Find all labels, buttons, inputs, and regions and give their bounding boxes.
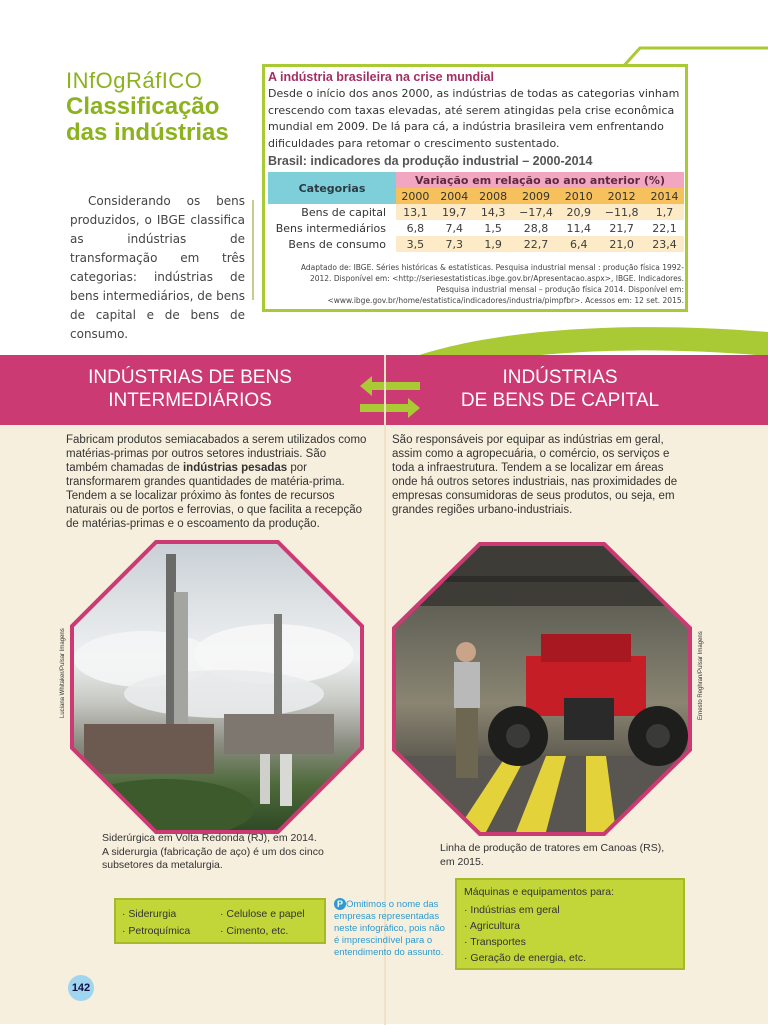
- photo-credit-left: Luciana Whitaker/Pulsar Imagens: [60, 628, 66, 718]
- table-cell: 7,4: [435, 220, 474, 236]
- legend-item: · Siderurgia: [122, 908, 177, 920]
- info-box-title: A indústria brasileira na crise mundial: [268, 70, 495, 84]
- legend-title: Máquinas e equipamentos para:: [464, 886, 615, 898]
- title-line-2: das indústrias: [66, 119, 229, 146]
- table-cell: 22,1: [645, 220, 684, 236]
- table-row: [268, 220, 684, 236]
- intro-rule: [252, 200, 254, 300]
- legend-item: · Indústrias em geral: [464, 904, 560, 916]
- table-year: 2000: [396, 188, 435, 204]
- heading-capital: [410, 366, 710, 412]
- table-cell: 1,9: [474, 236, 513, 252]
- heading-intermediate-line1: INDÚSTRIAS DE BENS: [88, 367, 292, 388]
- note-text: Omitimos o nome das empresas representadas neste infográfico, pois não é imprescindível para o entendimento do assunto.: [334, 899, 445, 958]
- heading-intermediate: [40, 366, 340, 412]
- table-cell: 21,7: [598, 220, 645, 236]
- tractor-line-photo: [396, 546, 688, 832]
- page-title: [66, 94, 229, 146]
- table-cell: 3,5: [396, 236, 435, 252]
- table-year: 2008: [474, 188, 513, 204]
- table-cell: −11,8: [598, 204, 645, 220]
- caption-left-line1: Siderúrgica em Volta Redonda (RJ), em 2014.: [102, 832, 317, 844]
- table-cell: 21,0: [598, 236, 645, 252]
- caption-left-line2: A siderurgia (fabricação de aço) é um dos cinco subsetores da metalurgia.: [102, 845, 324, 871]
- table-cell: 1,5: [474, 220, 513, 236]
- info-box-text: Desde o início dos anos 2000, as indústrias de todas as categorias vinham crescendo com taxas elevadas, até serem atingidas pela crise econômica mundial em 2009. De lá para cá, a indústria brasileira vem enfrentando dificuldades para retomar o crescimento sustentado.: [268, 87, 680, 150]
- table-cell: 19,7: [435, 204, 474, 220]
- note-badge-icon: P: [334, 898, 346, 910]
- heading-capital-line1: INDÚSTRIAS: [502, 367, 618, 388]
- table-year: 2012: [598, 188, 645, 204]
- photo-caption-right: Linha de produção de tratores em Canoas (RS), em 2015.: [440, 842, 665, 868]
- heading-capital-line2: DE BENS DE CAPITAL: [460, 390, 660, 411]
- capital-description: São responsáveis por equipar as indústrias em geral, assim como a agropecuária, o comércio, os serviços e toda a infraestrutura. Tendem a se localizar em áreas onde há outros setores industriais, nas proximidades de empresas consumidoras de seus produtos, ou seja, em grandes regiões urbano-industriais.: [392, 434, 678, 516]
- table-row: [268, 236, 684, 252]
- teacher-note: [334, 898, 446, 959]
- table-title: Brasil: indicadores da produção industrial – 2000-2014: [268, 154, 593, 168]
- page-number: 142: [68, 975, 94, 1001]
- photo-caption-left: [102, 832, 362, 873]
- table-cell: 13,1: [396, 204, 435, 220]
- photo-credit-right: Ernesto Reghran/Pulsar Imagens: [698, 631, 704, 720]
- table-cell: 14,3: [474, 204, 513, 220]
- production-table: [268, 172, 684, 252]
- table-cell: 6,8: [396, 220, 435, 236]
- legend-item: · Celulose e papel: [220, 908, 305, 920]
- title-line-1: Classificação: [66, 93, 220, 120]
- table-cell: −17,4: [513, 204, 560, 220]
- table-row: [268, 204, 684, 220]
- steel-mill-illustration: [74, 544, 360, 830]
- table-cell: 7,3: [435, 236, 474, 252]
- highlight-heavy-industry: indústrias pesadas: [182, 462, 288, 474]
- steel-mill-photo: [74, 544, 360, 830]
- legend-item: · Transportes: [464, 936, 526, 948]
- tractor-line-illustration: [396, 546, 688, 832]
- table-year: 2009: [513, 188, 560, 204]
- table-header-variation: Variação em relação ao ano anterior (%): [396, 172, 684, 188]
- legend-item: · Agricultura: [464, 920, 521, 932]
- intro-paragraph: Considerando os bens produzidos, o IBGE classifica as indústrias de transformação em três categorias: indústrias de bens intermediários, de bens de capital e de bens de consumo.: [70, 194, 245, 341]
- row-label: Bens de capital: [268, 204, 396, 220]
- table-cell: 20,9: [559, 204, 598, 220]
- table-year: 2010: [559, 188, 598, 204]
- table-header-categories: Categorias: [268, 172, 396, 204]
- row-label: Bens de consumo: [268, 236, 396, 252]
- table-cell: 28,8: [513, 220, 560, 236]
- table-year: 2014: [645, 188, 684, 204]
- table-cell: 6,4: [559, 236, 598, 252]
- table-cell: 1,7: [645, 204, 684, 220]
- intermediate-description: Fabricam produtos semiacabados a serem utilizados como matérias-primas por outros setores industriais. São também chamadas de indústrias pesadas por transformarem grandes quantidades de matéria-prima. Tendem a se localizar próximo às fontes de recursos naturais ou de portos e ferrovias, o que facilita a recepção de matérias-primas e o escoamento da produção.: [66, 434, 367, 530]
- legend-item: · Cimento, etc.: [220, 925, 289, 937]
- table-source: Adaptado de: IBGE. Séries históricas & estatísticas. Pesquisa industrial mensal : produção física 1992-2012. Disponível em: <http://seriesestatisticas.ibge.gov.br/Apresentacao.aspx>, IBGE. Indicadores. Pesquisa industrial mensal – produção física 2014. Disponível em: <www.ibge.gov.br/home/estatistica/indicadores/industria/pimpfbr>. Acessos em: 12 set. 2015.: [300, 263, 684, 305]
- table-cell: 23,4: [645, 236, 684, 252]
- legend-item: · Geração de energia, etc.: [464, 952, 586, 964]
- heading-intermediate-line2: INTERMEDIÁRIOS: [108, 390, 272, 411]
- table-cell: 11,4: [559, 220, 598, 236]
- legend-item: · Petroquímica: [122, 925, 191, 937]
- row-label: Bens intermediários: [268, 220, 396, 236]
- exchange-arrows-icon: [350, 372, 430, 422]
- section-kicker: INfOgRáfICO: [66, 68, 203, 93]
- table-cell: 22,7: [513, 236, 560, 252]
- table-year: 2004: [435, 188, 474, 204]
